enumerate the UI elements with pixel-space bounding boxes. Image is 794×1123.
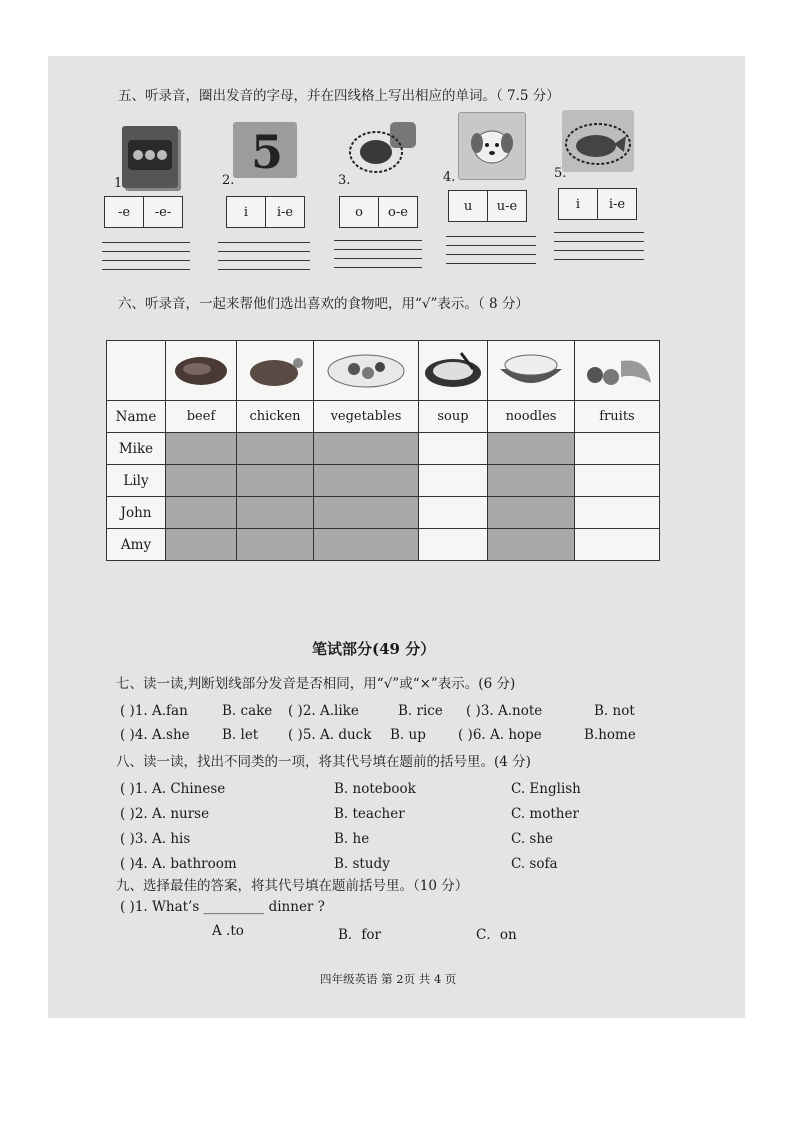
- sec7-row1-c: ( )2. A.like: [288, 703, 359, 719]
- letter-option[interactable]: u-e: [488, 191, 527, 222]
- answer-cell[interactable]: [237, 433, 314, 465]
- beef-icon: [166, 341, 237, 401]
- answer-cell[interactable]: [166, 465, 237, 497]
- answer-cell[interactable]: [575, 465, 660, 497]
- writing-lines[interactable]: [554, 232, 644, 268]
- section7-title: 七、读一读,判断划线部分发音是否相同，用“√”或“×”表示。(6 分): [116, 676, 516, 692]
- fruits-icon: [575, 341, 660, 401]
- sec7-row2-b: B. let: [222, 727, 259, 743]
- traffic-light-icon: [122, 126, 178, 188]
- writing-lines[interactable]: [102, 242, 190, 278]
- sec8-q3-a: ( )3. A. his: [120, 831, 191, 847]
- sec8-q4-c: C. sofa: [511, 856, 558, 872]
- answer-cell[interactable]: [314, 497, 419, 529]
- food-label: chicken: [237, 401, 314, 433]
- student-name: Mike: [107, 433, 166, 465]
- sec7-row1-d: B. rice: [398, 703, 443, 719]
- sec7-row2-e: ( )6. A. hope: [458, 727, 542, 743]
- sec7-row1-f: B. not: [594, 703, 635, 719]
- letter-option[interactable]: o: [340, 197, 379, 228]
- letter-option[interactable]: i: [559, 189, 598, 220]
- answer-cell[interactable]: [237, 497, 314, 529]
- answer-cell[interactable]: [488, 465, 575, 497]
- food-label: vegetables: [314, 401, 419, 433]
- answer-cell[interactable]: [419, 497, 488, 529]
- item-number: 5.: [554, 166, 567, 181]
- whale-icon: [562, 110, 634, 172]
- item-number: 3.: [338, 173, 351, 188]
- sec7-row1-b: B. cake: [222, 703, 273, 719]
- letter-options: [448, 190, 527, 222]
- noodles-icon: [488, 341, 575, 401]
- section8-title: 八、读一读，找出不同类的一项，将其代号填在题前的括号里。(4 分): [116, 754, 531, 770]
- exam-page: [48, 56, 745, 1018]
- svg-text:5: 5: [251, 125, 284, 178]
- answer-cell[interactable]: [488, 433, 575, 465]
- sec7-row1-a: ( )1. A.fan: [120, 703, 188, 719]
- answer-cell[interactable]: [314, 465, 419, 497]
- soup-icon: [419, 341, 488, 401]
- sec8-q4-b: B. study: [334, 856, 390, 872]
- food-label: noodles: [488, 401, 575, 433]
- letter-option[interactable]: i-e: [598, 189, 637, 220]
- sec7-row2-c: ( )5. A. duck: [288, 727, 372, 743]
- leaf-icon: [346, 120, 418, 176]
- section6-title: 六、听录音，一起来帮他们选出喜欢的食物吧，用“√”表示。（ 8 分）: [118, 296, 529, 312]
- sec8-q2-b: B. teacher: [334, 806, 405, 822]
- answer-cell[interactable]: [575, 433, 660, 465]
- answer-cell[interactable]: [488, 497, 575, 529]
- sec8-q3-c: C. she: [511, 831, 554, 847]
- item-number: 1: [114, 176, 123, 191]
- sec8-q1-b: B. notebook: [334, 781, 416, 797]
- vegetables-icon: [314, 341, 419, 401]
- sec7-row1-e: ( )3. A.note: [466, 703, 543, 719]
- letter-option[interactable]: u: [449, 191, 488, 222]
- answer-cell[interactable]: [237, 465, 314, 497]
- food-label: beef: [166, 401, 237, 433]
- student-name: Amy: [107, 529, 166, 561]
- item-number: 4.: [443, 170, 456, 185]
- sec8-q1-a: ( )1. A. Chinese: [120, 781, 226, 797]
- food-label: fruits: [575, 401, 660, 433]
- answer-cell[interactable]: [419, 529, 488, 561]
- item-number: 2.: [222, 173, 235, 188]
- sec7-row2-a: ( )4. A.she: [120, 727, 190, 743]
- name-header: Name: [107, 401, 166, 433]
- student-name: Lily: [107, 465, 166, 497]
- puppy-icon: [458, 112, 526, 180]
- answer-cell[interactable]: [314, 529, 419, 561]
- writing-lines[interactable]: [446, 236, 536, 272]
- food-label: soup: [419, 401, 488, 433]
- answer-cell[interactable]: [166, 433, 237, 465]
- section9-title: 九、选择最佳的答案，将其代号填在题前括号里。（10 分）: [116, 878, 469, 894]
- sec9-q1: ( )1. What’s _________ dinner ?: [120, 899, 325, 915]
- sec9-q1-option-c: C．on: [476, 927, 517, 943]
- letter-options: [104, 196, 183, 228]
- food-table: [106, 340, 660, 561]
- section5-title: 五、听录音，圈出发音的字母，并在四线格上写出相应的单词。（ 7.5 分）: [118, 88, 560, 104]
- answer-cell[interactable]: [575, 529, 660, 561]
- sec8-q1-c: C. English: [511, 781, 581, 797]
- answer-cell[interactable]: [488, 529, 575, 561]
- student-name: John: [107, 497, 166, 529]
- writing-lines[interactable]: [334, 240, 422, 276]
- number-five-icon: [233, 122, 297, 178]
- sec9-q1-option-a: A .to: [212, 923, 244, 939]
- letter-option[interactable]: -e-: [144, 197, 183, 228]
- letter-option[interactable]: o-e: [379, 197, 418, 228]
- letter-options: [339, 196, 418, 228]
- letter-option[interactable]: -e: [105, 197, 144, 228]
- letter-options: [558, 188, 637, 220]
- sec8-q4-a: ( )4. A. bathroom: [120, 856, 237, 872]
- answer-cell[interactable]: [419, 465, 488, 497]
- answer-cell[interactable]: [166, 497, 237, 529]
- answer-cell[interactable]: [237, 529, 314, 561]
- letter-option[interactable]: i: [227, 197, 266, 228]
- page-footer: 四年级英语 第 2页 共 4 页: [320, 972, 457, 986]
- answer-cell[interactable]: [575, 497, 660, 529]
- answer-cell[interactable]: [314, 433, 419, 465]
- written-part-title: 笔试部分(49 分）: [312, 640, 436, 658]
- sec8-q2-c: C. mother: [511, 806, 579, 822]
- writing-lines[interactable]: [218, 242, 310, 278]
- letter-options: [226, 196, 305, 228]
- letter-option[interactable]: i-e: [266, 197, 305, 228]
- chicken-icon: [237, 341, 314, 401]
- corner-cell: [107, 341, 166, 401]
- sec8-q3-b: B. he: [334, 831, 370, 847]
- answer-cell[interactable]: [419, 433, 488, 465]
- answer-cell[interactable]: [166, 529, 237, 561]
- sec8-q2-a: ( )2. A. nurse: [120, 806, 210, 822]
- sec9-q1-option-b: B．for: [338, 927, 381, 943]
- sec7-row2-d: B. up: [390, 727, 426, 743]
- sec7-row2-f: B.home: [584, 727, 636, 743]
